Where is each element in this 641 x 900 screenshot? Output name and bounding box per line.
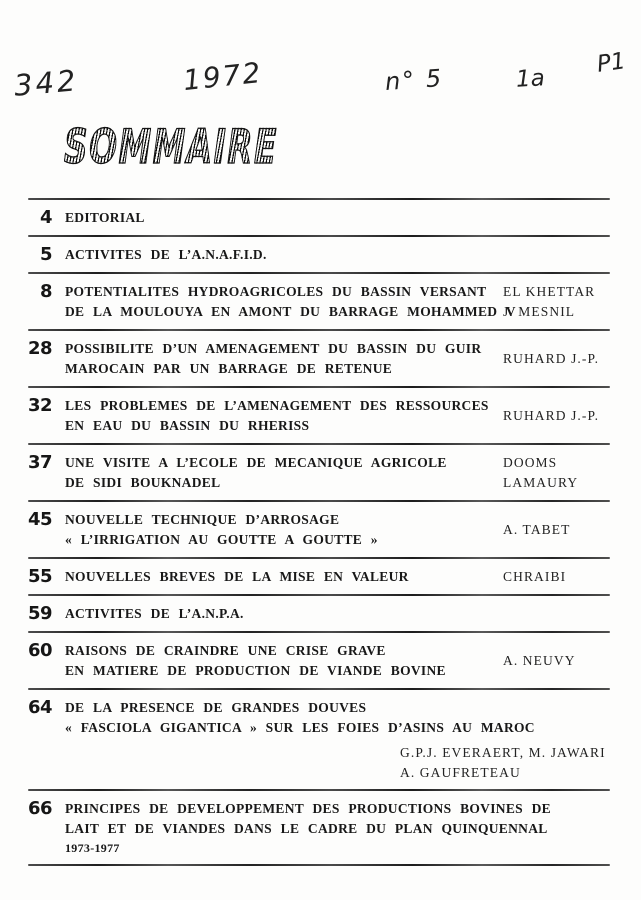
toc-row — [28, 200, 610, 235]
entry-title — [52, 453, 503, 493]
entry-authors-below — [400, 743, 606, 783]
entry-author: RUHARD J.-P. — [503, 351, 600, 366]
entry-title-line: EDITORIAL — [65, 210, 145, 225]
entry-title-line: DE SIDI BOUKNADEL — [65, 475, 221, 490]
entry-title — [52, 282, 516, 322]
entry-title-line: PRINCIPES DE DEVELOPPEMENT DES PRODUCTIONS BOVINES DE — [65, 801, 551, 816]
toc-row — [28, 559, 610, 594]
entry-title-line: EN MATIERE DE PRODUCTION DE VIANDE BOVINE — [65, 663, 446, 678]
entry-authors — [503, 567, 610, 587]
entry-title-line: MAROCAIN PAR UN BARRAGE DE RETENUE — [65, 361, 393, 376]
toc-row — [28, 237, 610, 272]
toc-row — [28, 445, 610, 500]
handwritten-year: 1972 — [181, 55, 264, 98]
entry-author: G.P.J. EVERAERT, M. JAWARI — [400, 745, 606, 760]
toc-row — [28, 502, 610, 557]
entry-author: LAMAURY — [503, 475, 579, 490]
entry-title-line: ACTIVITES DE L’A.N.A.F.I.D. — [65, 247, 267, 262]
entry-title-line: « L’IRRIGATION AU GOUTTE A GOUTTE » — [65, 532, 378, 547]
entry-title-line: NOUVELLES BREVES DE LA MISE EN VALEUR — [65, 569, 409, 584]
entry-author: EL KHETTAR — [503, 284, 596, 299]
toc-table — [28, 198, 610, 866]
entry-author: A. TABET — [503, 522, 571, 537]
handwritten-catalog-number: 342 — [12, 63, 80, 103]
entry-author: J. MESNIL — [503, 304, 576, 319]
page-number: 60 — [28, 640, 53, 661]
entry-title-line: RAISONS DE CRAINDRE UNE CRISE GRAVE — [65, 643, 386, 658]
page-number: 55 — [28, 566, 53, 587]
entry-authors — [503, 245, 610, 265]
page-number: 28 — [28, 338, 53, 359]
entry-authors — [503, 208, 610, 228]
toc-row — [28, 388, 610, 443]
toc-row — [28, 596, 610, 631]
entry-title-line: POSSIBILITE D’UN AMENAGEMENT DU BASSIN DU GUIR — [65, 341, 482, 356]
entry-authors — [503, 698, 610, 738]
toc-row — [28, 791, 610, 864]
page-title: SOMMAIRE — [64, 120, 278, 175]
entry-title-line: NOUVELLE TECHNIQUE D’ARROSAGE — [65, 512, 340, 527]
entry-title — [52, 799, 551, 857]
entry-title-line: LES PROBLEMES DE L’AMENAGEMENT DES RESSOURCES — [65, 398, 489, 413]
toc-row — [28, 690, 610, 783]
entry-authors — [503, 339, 610, 379]
entry-title — [52, 604, 503, 624]
entry-authors — [503, 641, 610, 681]
entry-authors — [503, 799, 610, 857]
page-number: 32 — [28, 395, 53, 416]
entry-title-line: LAIT ET DE VIANDES DANS LE CADRE DU PLAN QUINQUENNAL — [65, 821, 548, 836]
entry-authors — [503, 453, 610, 493]
page-number: 45 — [28, 509, 53, 530]
entry-title — [52, 641, 503, 681]
entry-title — [52, 567, 503, 587]
entry-author: A. GAUFRETEAU — [400, 765, 521, 780]
handwritten-corner-note: P1 — [595, 48, 628, 78]
entry-author: A. NEUVY — [503, 653, 576, 668]
entry-title — [52, 396, 503, 436]
entry-title — [52, 698, 535, 738]
entry-authors — [503, 396, 610, 436]
page-number: 64 — [28, 697, 53, 718]
entry-title-line: DE LA MOULOUYA EN AMONT DU BARRAGE MOHAMMED V — [65, 304, 516, 319]
entry-title — [52, 208, 503, 228]
entry-author: DOOMS — [503, 455, 558, 470]
entry-title-subline: 1973-1977 — [65, 841, 120, 855]
entry-authors — [503, 510, 610, 550]
toc-row — [28, 274, 610, 329]
page-number: 59 — [28, 603, 53, 624]
handwritten-copy-note: 1a — [515, 65, 546, 93]
entry-title-line: POTENTIALITES HYDROAGRICOLES DU BASSIN VERSANT — [65, 284, 487, 299]
entry-authors — [503, 282, 610, 322]
entry-title-line: UNE VISITE A L’ECOLE DE MECANIQUE AGRICOLE — [65, 455, 447, 470]
page-number: 66 — [28, 798, 53, 819]
page-number: 37 — [28, 452, 53, 473]
row-divider — [28, 864, 610, 866]
entry-title — [52, 245, 503, 265]
entry-title-line: DE LA PRESENCE DE GRANDES DOUVES — [65, 700, 367, 715]
handwritten-issue-number: n° 5 — [384, 64, 445, 96]
entry-title-line: « FASCIOLA GIGANTICA » SUR LES FOIES D’ASINS AU MAROC — [65, 720, 535, 735]
entry-author: RUHARD J.-P. — [503, 408, 600, 423]
entry-title-line: EN EAU DU BASSIN DU RHERISS — [65, 418, 310, 433]
entry-title — [52, 339, 503, 379]
page-number: 5 — [39, 244, 52, 265]
entry-title — [52, 510, 503, 550]
toc-row — [28, 331, 610, 386]
page-number: 8 — [39, 281, 52, 302]
entry-author: CHRAIBI — [503, 569, 567, 584]
entry-title-line: ACTIVITES DE L’A.N.P.A. — [65, 606, 244, 621]
page-number: 4 — [39, 207, 52, 228]
toc-row — [28, 633, 610, 688]
entry-authors — [503, 604, 610, 624]
